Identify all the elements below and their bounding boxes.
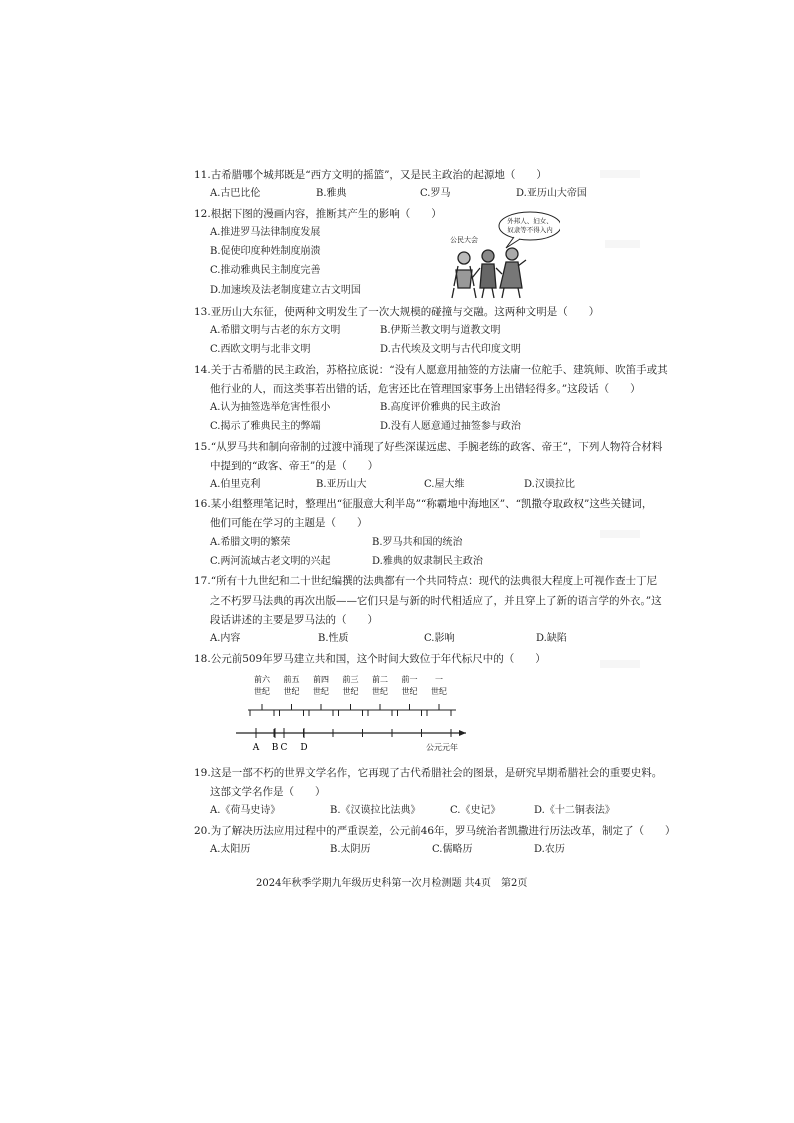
timeline-point-label: A <box>252 743 260 753</box>
q12-option-a: A.推进罗马法律制度发展 <box>210 227 321 238</box>
century-label: 前一 <box>401 675 418 684</box>
question-11-stem: 11.古希腊哪个城邦既是“西方文明的摇篮”，又是民主政治的起源地（ ） <box>194 169 547 181</box>
q16-option-b: B.罗马共和国的统治 <box>372 537 463 548</box>
timeline-ruler <box>228 670 478 756</box>
century-label: 前三 <box>342 675 359 684</box>
q16-option-c: C.两河流域古老文明的兴起 <box>210 556 331 567</box>
cartoon-figures <box>452 248 526 298</box>
q19-option-b: B.《汉谟拉比法典》 <box>330 805 421 816</box>
bleed-through-mark <box>600 170 640 178</box>
question-17-stem-line1: 17.“所有十九世纪和二十世纪编撰的法典都有一个共同特点：现代的法典很大程度上可视作查士丁尼 <box>194 575 658 587</box>
q17-option-b: B.性质 <box>318 633 349 644</box>
q15-option-b: B.亚历山大 <box>316 479 367 490</box>
century-label-suffix: 世纪 <box>313 687 329 696</box>
century-label-suffix: 世纪 <box>431 687 447 696</box>
timeline-point-label: B <box>271 743 279 753</box>
question-15-stem-line1: 15.“从罗马共和制向帝制的过渡中涌现了好些深谋远虑、手腕老练的政客、帝王”，下列人物符合材料 <box>194 441 663 453</box>
timeline-point-label: D <box>300 743 308 753</box>
bleed-through-mark <box>600 530 640 538</box>
q19-option-a: A.《荷马史诗》 <box>210 805 281 816</box>
q16-option-d: D.雅典的奴隶制民主政治 <box>372 556 483 567</box>
epoch-label: 公元元年 <box>426 743 458 752</box>
q20-option-c: C.儒略历 <box>432 844 473 855</box>
page-footer: 2024年秋季学期九年级历史科第一次月检测题 共4页 第2页 <box>256 878 528 889</box>
question-14-stem-line1: 14.关于古希腊的民主政治，苏格拉底说：“没有人愿意用抽签的方法庸一位舵手、建筑师、吹笛手或其 <box>194 364 668 376</box>
q17-option-d: D.缺陷 <box>536 633 567 644</box>
question-13-stem: 13.亚历山大东征，使两种文明发生了一次大规模的碰撞与交融。这两种文明是（ ） <box>194 306 600 318</box>
cartoon-sign: 公民大会 <box>450 236 478 244</box>
question-18-stem: 18.公元前509年罗马建立共和国，这个时间大致位于年代标尺中的（ ） <box>194 653 546 665</box>
century-label: 前六 <box>254 675 270 684</box>
timeline-arrow <box>459 730 466 736</box>
question-14-stem-line2: 他行业的人，而这类事若出错的话，危害还比在管理国家事务上出错轻得多。”这段话（ ） <box>210 383 641 395</box>
q13-option-c: C.西欧文明与北非文明 <box>210 344 311 355</box>
century-label: 前二 <box>372 675 388 684</box>
question-17-stem-line2: 之不朽罗马法典的再次出版——它们只是与新的时代相适应了，并且穿上了新的语言学的外衣。”这 <box>210 595 662 607</box>
q13-option-b: B.伊斯兰教文明与道教文明 <box>380 325 501 336</box>
question-19-stem-line1: 19.这是一部不朽的世界文学名作，它再现了古代希腊社会的图景，是研究早期希腊社会的重要史料。 <box>194 767 663 779</box>
q19-option-c: C.《史记》 <box>450 805 501 816</box>
century-label: 一 <box>435 675 443 684</box>
century-label-suffix: 世纪 <box>342 687 359 696</box>
century-label-suffix: 世纪 <box>254 687 270 696</box>
q17-option-a: A.内容 <box>210 633 241 644</box>
q11-option-b: B.雅典 <box>316 188 347 199</box>
bleed-through-mark <box>605 240 640 248</box>
q15-option-c: C.屋大维 <box>424 479 465 490</box>
q15-option-a: A.伯里克利 <box>210 479 261 490</box>
question-12-stem: 12.根据下图的漫画内容，推断其产生的影响（ ） <box>194 208 442 220</box>
century-label-suffix: 世纪 <box>372 687 388 696</box>
q14-option-b: B.高度评价雅典的民主政治 <box>380 402 501 413</box>
question-19-stem-line2: 这部文学名作是（ ） <box>210 786 326 798</box>
century-label-suffix: 世纪 <box>283 687 300 696</box>
question-17-stem-line3: 段话讲述的主要是罗马法的（ ） <box>210 614 378 626</box>
q14-option-a: A.认为抽签选举危害性很小 <box>210 402 331 413</box>
q15-option-d: D.汉谟拉比 <box>524 479 575 490</box>
q13-option-d: D.古代埃及文明与古代印度文明 <box>380 344 521 355</box>
assembly-cartoon <box>440 208 560 300</box>
q16-option-a: A.希腊文明的繁荣 <box>210 537 291 548</box>
q13-option-a: A.希腊文明与古老的东方文明 <box>210 325 341 336</box>
q12-option-c: C.推动雅典民主制度完善 <box>210 265 321 276</box>
q17-option-c: C.影响 <box>424 633 455 644</box>
century-label-suffix: 世纪 <box>401 687 418 696</box>
question-15-stem-line2: 中提到的“政客、帝王”的是（ ） <box>210 460 379 472</box>
q14-option-c: C.揭示了雅典民主的弊端 <box>210 421 321 432</box>
q11-option-a: A.古巴比伦 <box>210 188 261 199</box>
century-label: 前四 <box>313 675 329 684</box>
q20-option-b: B.太阴历 <box>330 844 371 855</box>
q20-option-d: D.农历 <box>534 844 565 855</box>
question-16-stem-line2: 他们可能在学习的主题是（ ） <box>210 517 368 529</box>
bleed-through-mark <box>600 660 640 668</box>
q20-option-a: A.太阳历 <box>210 844 251 855</box>
q12-option-d: D.加速埃及法老制度建立古文明国 <box>210 285 361 296</box>
q19-option-d: D.《十二铜表法》 <box>534 805 615 816</box>
cartoon-speech-line2: 奴隶等不得入内 <box>507 226 553 234</box>
question-16-stem-line1: 16.某小组整理笔记时，整理出“征服意大利半岛”“称霸地中海地区”、“凯撒夺取政权”这些关键词， <box>194 498 653 510</box>
question-20-stem: 20.为了解决历法应用过程中的严重误差，公元前46年，罗马统治者凯撒进行历法改革，制定了（ ） <box>194 825 676 837</box>
q11-option-c: C.罗马 <box>420 188 451 199</box>
q11-option-d: D.亚历山大帝国 <box>516 188 587 199</box>
q12-option-b: B.促使印度种姓制度崩溃 <box>210 246 321 257</box>
timeline-point-label: C <box>280 743 288 753</box>
q14-option-d: D.没有人愿意通过抽签参与政治 <box>380 421 521 432</box>
cartoon-speech-line1: 外邦人、妇女、 <box>507 217 553 225</box>
century-label: 前五 <box>283 675 300 684</box>
